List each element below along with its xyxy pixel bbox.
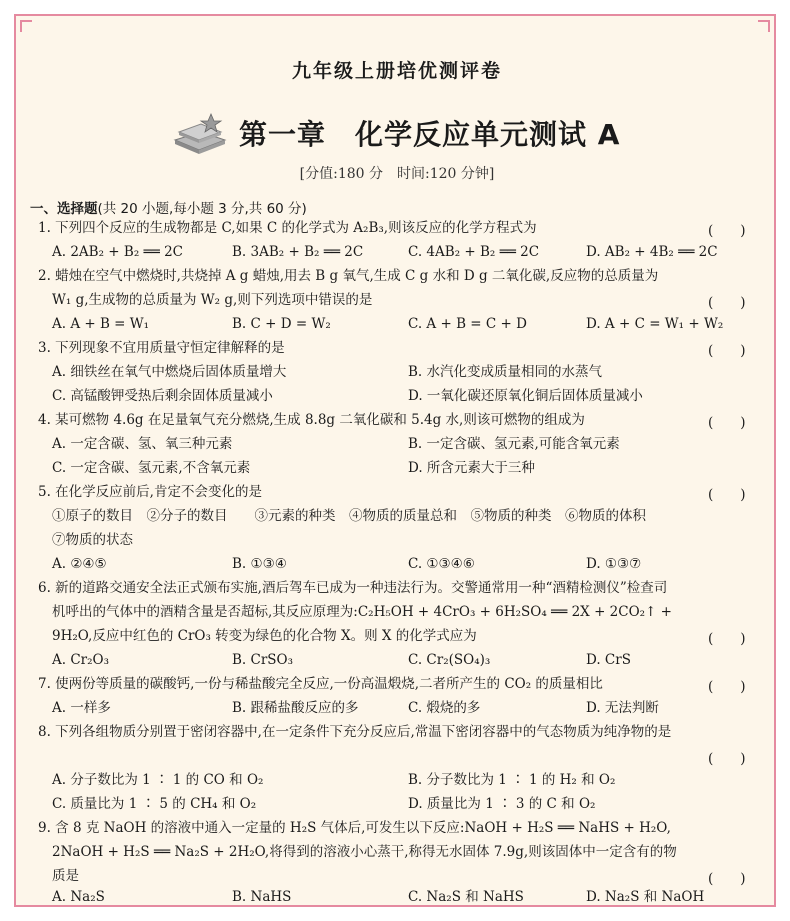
option: C. 高锰酸钾受热后剩余固体质量减小 [52,388,273,404]
option: D. Na₂S 和 NaOH [586,889,705,905]
option: A. A + B = W₁ [52,316,150,332]
option: D. 一氧化碳还原氧化铜后固体质量减小 [408,388,643,404]
option: C. ①③④⑥ [408,556,475,572]
option: A. 细铁丝在氧气中燃烧后固体质量增大 [52,364,287,380]
option: C. A + B = C + D [408,316,527,332]
option: C. Cr₂(SO₄)₃ [408,652,491,668]
option: C. 一定含碳、氢元素,不含氧元素 [52,460,251,476]
option: B. 水汽化变成质量相同的水蒸气 [408,364,603,380]
option: C. 4AB₂ + B₂ ══ 2C [408,244,540,260]
option: C. Na₂S 和 NaHS [408,889,524,905]
question-stem: ①原子的数目 ②分子的数目 ③元素的种类 ④物质的质量总和 ⑤物质的种类 ⑥物质的体积 [52,508,646,524]
option: A. Cr₂O₃ [52,652,110,668]
option: A. Na₂S [52,889,105,905]
option: D. 无法判断 [586,700,659,716]
answer-blank: ( ) [708,415,746,431]
series-title: 九年级上册培优测评卷 [291,60,502,82]
option: B. NaHS [232,889,292,905]
option: A. 一定含碳、氢、氧三种元素 [52,436,233,452]
answer-blank: ( ) [708,871,746,887]
question-stem: 9H₂O,反应中红色的 CrO₃ 转变为绿色的化合物 X。则 X 的化学式应为 [52,628,477,644]
answer-blank: ( ) [708,343,746,359]
frame-corner-ornament [758,20,770,32]
option: B. 3AB₂ + B₂ ══ 2C [232,244,364,260]
option: B. 分子数比为 1 ∶ 1 的 H₂ 和 O₂ [408,772,616,788]
option: B. 跟稀盐酸反应的多 [232,700,359,716]
question-stem: 机呼出的气体中的酒精含量是否超标,其反应原理为:C₂H₅OH + 4CrO₃ + 6H₂SO₄ ══ 2X + 2CO₂↑ + [52,604,672,620]
answer-blank: ( ) [708,679,746,695]
question-stem: 2NaOH + H₂S ══ Na₂S + 2H₂O,将得到的溶液小心蒸干,称得无水固体 7.9g,则该固体中一定含有的物 [52,844,677,860]
page-frame [14,14,776,907]
score-time-info: [分值:180 分 时间:120 分钟] [299,166,495,182]
answer-blank: ( ) [708,487,746,503]
option: A. 一样多 [52,700,111,716]
option: D. 所含元素大于三种 [408,460,535,476]
option: B. CrSO₃ [232,652,294,668]
option: D. A + C = W₁ + W₂ [586,316,724,332]
question-stem: ⑦物质的状态 [52,532,133,548]
question-stem: 5. 在化学反应前后,肯定不会变化的是 [38,484,262,500]
chapter-title: 第一章 化学反应单元测试 A [239,118,621,151]
question-stem: 9. 含 8 克 NaOH 的溶液中通入一定量的 H₂S 气体后,可发生以下反应:NaOH + H₂S ══ NaHS + H₂O, [38,820,671,836]
option: B. ①③④ [232,556,287,572]
option: D. 质量比为 1 ∶ 3 的 C 和 O₂ [408,796,596,812]
option: C. 质量比为 1 ∶ 5 的 CH₄ 和 O₂ [52,796,257,812]
option: A. 分子数比为 1 ∶ 1 的 CO 和 O₂ [52,772,264,788]
question-stem: 7. 使两份等质量的碳酸钙,一份与稀盐酸完全反应,一份高温煅烧,二者所产生的 CO₂ 的质量相比 [38,676,603,692]
option: B. 一定含碳、氢元素,可能含氧元素 [408,436,620,452]
question-stem: 8. 下列各组物质分别置于密闭容器中,在一定条件下充分反应后,常温下密闭容器中的气态物质为纯净物的是 [38,724,672,740]
option: D. ①③⑦ [586,556,642,572]
option: A. ②④⑤ [52,556,107,572]
option: D. CrS [586,652,631,668]
question-stem: W₁ g,生成物的总质量为 W₂ g,则下列选项中错误的是 [52,292,373,308]
question-stem: 6. 新的道路交通安全法正式颁布实施,酒后驾车已成为一种违法行为。交警通常用一种“酒精检测仪”检查司 [38,580,668,596]
option: B. C + D = W₂ [232,316,331,332]
option: D. AB₂ + 4B₂ ══ 2C [586,244,718,260]
answer-blank: ( ) [708,751,746,767]
question-stem: 质是 [52,868,79,884]
section-note: (共 20 小题,每小题 3 分,共 60 分) [97,201,307,217]
question-stem: 3. 下列现象不宜用质量守恒定律解释的是 [38,340,285,356]
frame-corner-ornament [20,20,32,32]
answer-blank: ( ) [708,631,746,647]
stacked-books-icon [171,110,229,156]
option: C. 煅烧的多 [408,700,481,716]
question-stem: 2. 蜡烛在空气中燃烧时,共烧掉 A g 蜡烛,用去 B g 氧气,生成 C g 水和 D g 二氧化碳,反应物的总质量为 [38,268,659,284]
question-stem: 4. 某可燃物 4.6g 在足量氧气充分燃烧,生成 8.8g 二氧化碳和 5.4g 水,则该可燃物的组成为 [38,412,585,428]
answer-blank: ( ) [708,223,746,239]
section-heading [30,197,307,217]
section-title: 一、选择题 [30,201,98,217]
question-stem: 1. 下列四个反应的生成物都是 C,如果 C 的化学式为 A₂B₃,则该反应的化学方程式为 [38,220,537,236]
option: A. 2AB₂ + B₂ ══ 2C [52,244,183,260]
chapter-heading [171,110,620,156]
answer-blank: ( ) [708,295,746,311]
